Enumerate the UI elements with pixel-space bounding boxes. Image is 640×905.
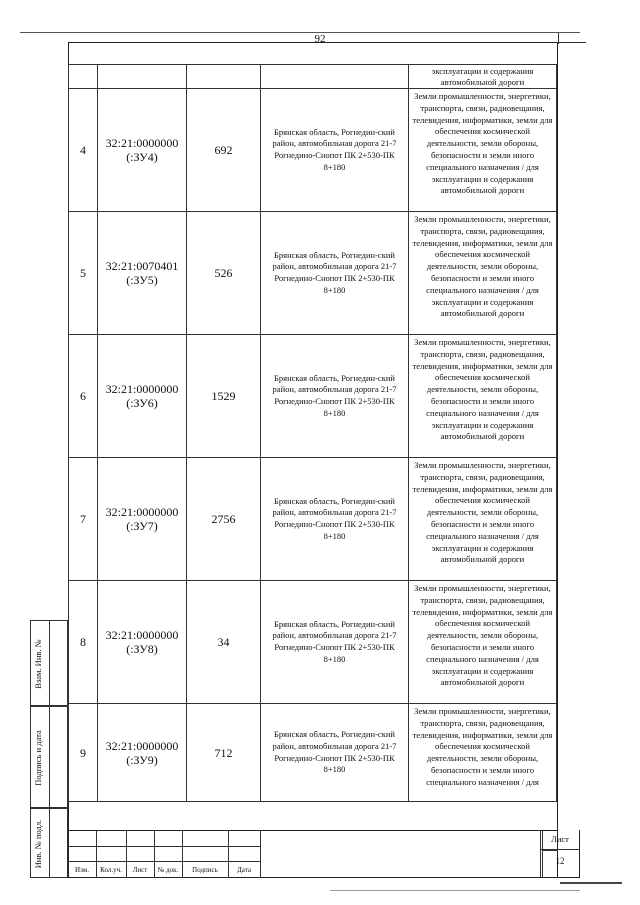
land-purpose: Земли промышленности, энергетики, транспорта, связи, радиовещания, телевидения, информатики, земли для обеспечения космической деятельности, земли обороны, безопасности и земли иного специального назначения / для [409,704,557,802]
row-number: 8 [69,581,98,704]
sheet-border [540,830,580,878]
cadastral-number: 32:21:0000000 (:ЗУ8) [98,581,187,704]
address: Брянская область, Рогнедин-ский район, автомобильная дорога 21-7 Рогнедино-Снопот ПК 2+530-ПК 8+180 [261,581,409,704]
cadastral-number: 32:21:0000000 (:ЗУ4) [98,89,187,212]
side-label-vzam: Взам. Инв. № [33,639,43,689]
scan-edge [560,882,622,884]
sheet-label: Лист [551,834,569,844]
address: Брянская область, Рогнедин-ский район, автомобильная дорога 21-7 Рогнедино-Снопот ПК 2+530-ПК 8+180 [261,212,409,335]
address: Брянская область, Рогнедин-ский район, автомобильная дорога 21-7 Рогнедино-Снопот ПК 2+530-ПК 8+180 [261,89,409,212]
row-number: 4 [69,89,98,212]
sheet-divider [540,849,580,850]
stamp-label-list: Лист [132,866,148,874]
area-value: 2756 [187,458,261,581]
scan-edge [330,890,580,891]
stamp-label-izm: Изм. [75,866,89,874]
address: Брянская область, Рогнедин-ский район, автомобильная дорога 21-7 Рогнедино-Снопот ПК 2+530-ПК 8+180 [261,458,409,581]
land-purpose: Земли промышленности, энергетики, транспорта, связи, радиовещания, телевидения, информатики, земли для обеспечения космической деятельности, земли обороны, безопасности и земли иного специального назначения / для эксплуатации и содержания автомобильной дороги [409,212,557,335]
land-purpose: Земли промышленности, энергетики, транспорта, связи, радиовещания, телевидения, информатики, земли для обеспечения космической деятельности, земли обороны, безопасности и земли иного специального назначения / для эксплуатации и содержания автомобильной дороги [409,89,557,212]
row-number: 7 [69,458,98,581]
table-cell-empty [187,65,261,89]
stamp-line [260,831,261,878]
side-divider [49,809,50,877]
side-stamp-vzam [30,620,68,706]
area-value: 1529 [187,335,261,458]
land-plots-table [68,64,558,802]
land-purpose: Земли промышленности, энергетики, транспорта, связи, радиовещания, телевидения, информатики, земли для обеспечения космической деятельности, земли обороны, безопасности и земли иного специального назначения / для эксплуатации и содержания автомобильной дороги [409,581,557,704]
row-number: 5 [69,212,98,335]
title-block [68,830,558,878]
stamp-label-data: Дата [237,866,251,874]
area-value: 712 [187,704,261,802]
land-purpose: Земли промышленности, энергетики, транспорта, связи, радиовещания, телевидения, информатики, земли для обеспечения космической деятельности, земли обороны, безопасности и земли иного специального назначения / для эксплуатации и содержания автомобильной дороги [409,335,557,458]
row-number: 6 [69,335,98,458]
land-purpose: Земли промышленности, энергетики, транспорта, связи, радиовещания, телевидения, информатики, земли для обеспечения космической деятельности, земли обороны, безопасности и земли иного специального назначения / для эксплуатации и содержания автомобильной дороги [409,458,557,581]
side-label-podpis: Подпись и дата [33,730,43,786]
area-value: 34 [187,581,261,704]
area-value: 692 [187,89,261,212]
address: Брянская область, Рогнедин-ский район, автомобильная дорога 21-7 Рогнедино-Снопот ПК 2+530-ПК 8+180 [261,335,409,458]
side-stamp-podpis [30,706,68,808]
table-cell-empty [261,65,409,89]
side-stamp-inv [30,808,68,878]
stamp-label-podpis: Подпись [192,866,218,874]
continuation-purpose: эксплуатации и содержания автомобильной дороги [409,65,557,89]
side-label-inv: Инв. № подл. [33,819,43,869]
page-number: 92 [314,33,326,45]
address: Брянская область, Рогнедин-ский район, автомобильная дорога 21-7 Рогнедино-Снопот ПК 2+530-ПК 8+180 [261,704,409,802]
cadastral-number: 32:21:0070401 (:ЗУ5) [98,212,187,335]
corner-mark [556,42,586,43]
row-number: 9 [69,704,98,802]
cadastral-number: 32:21:0000000 (:ЗУ6) [98,335,187,458]
area-value: 526 [187,212,261,335]
stamp-label-doc: № док. [157,866,179,874]
table-cell-empty [98,65,187,89]
cadastral-number: 32:21:0000000 (:ЗУ7) [98,458,187,581]
side-divider [49,621,50,705]
sheet-number: 12 [555,856,565,866]
stamp-label-kol: Кол.уч. [100,866,122,874]
table-row-continuation [69,65,98,89]
cadastral-number: 32:21:0000000 (:ЗУ9) [98,704,187,802]
side-divider [49,707,50,807]
